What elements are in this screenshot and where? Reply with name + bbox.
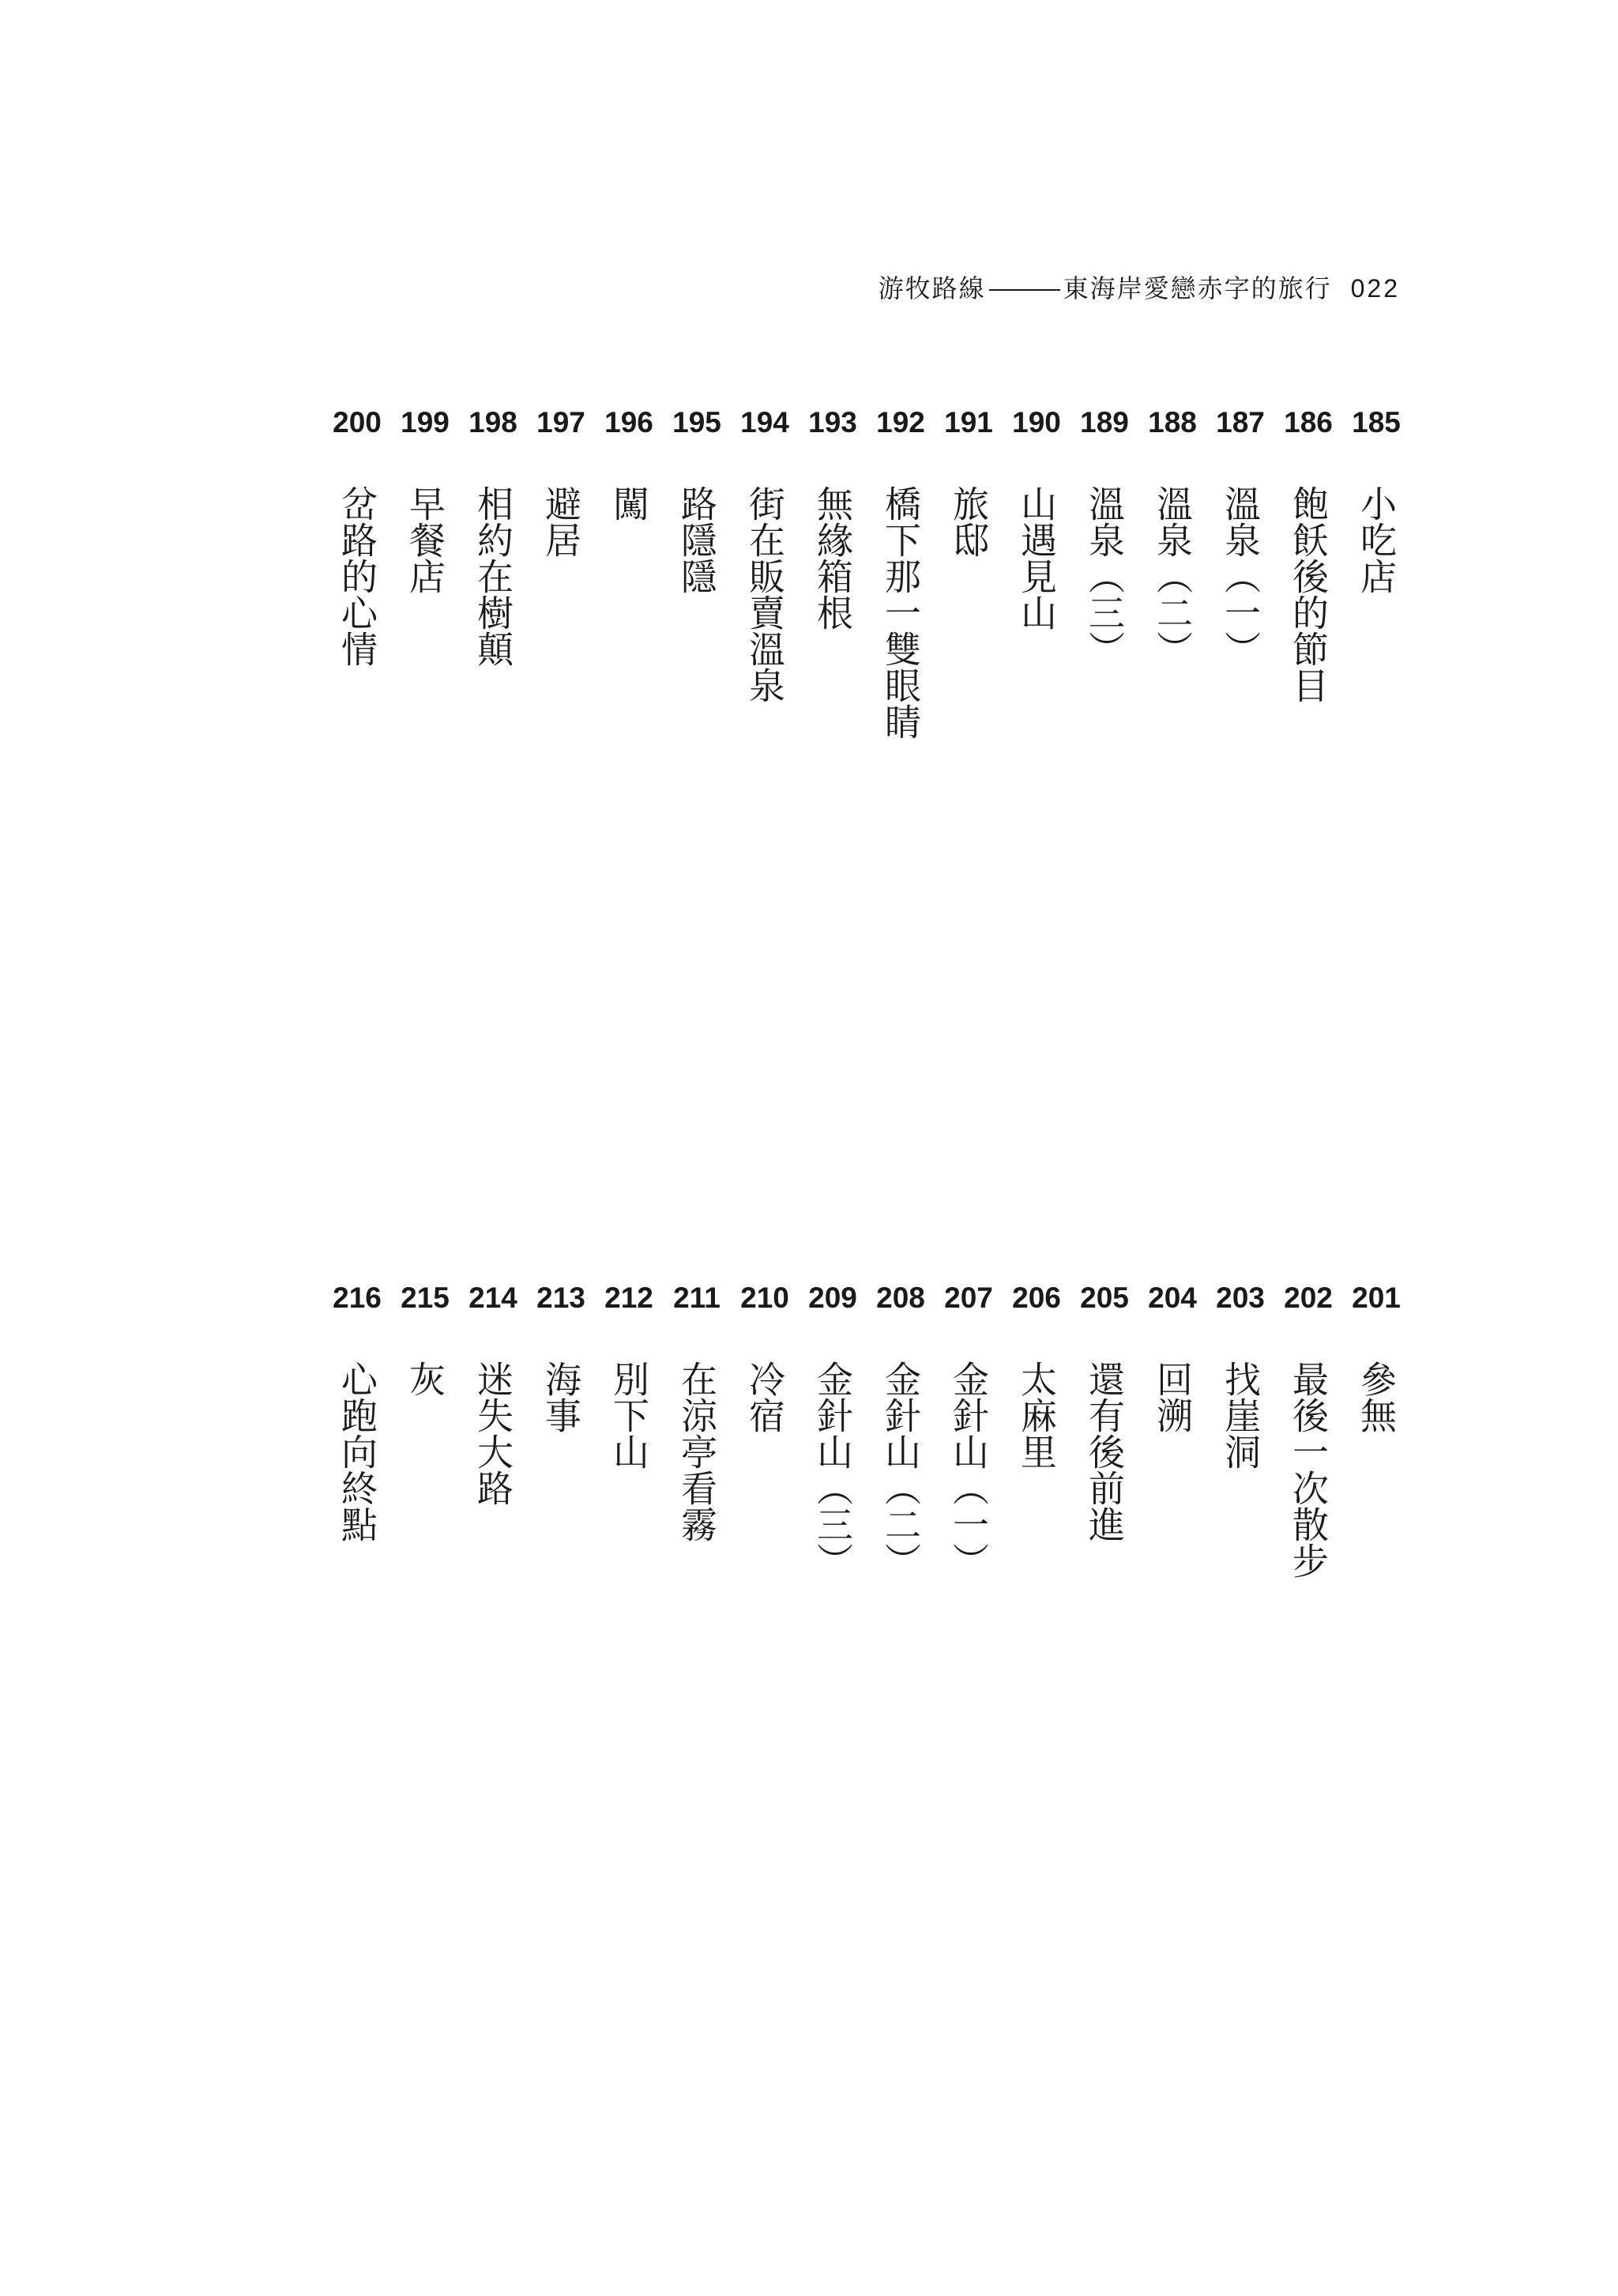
book-subtitle: 東海岸愛戀赤字的旅行 [1063,273,1332,303]
entry-title: 冷宿 [743,1361,786,1433]
toc-entry [672,1280,722,1542]
toc-entry [604,1280,654,1470]
entry-title: 還有後前進 [1083,1361,1126,1542]
toc-entry [1283,1280,1334,1579]
toc-entry [1011,1280,1062,1470]
entry-title: 找崖洞 [1219,1361,1262,1470]
toc-entry [1147,1280,1198,1433]
entry-number: 185 [1352,406,1401,438]
entry-number: 190 [1012,406,1061,438]
entry-number: 209 [808,1282,857,1314]
entry-number: 196 [604,406,653,438]
toc-entry [400,1280,450,1397]
running-header [879,269,1400,305]
entry-title: 迷失大路 [472,1361,514,1506]
entry-title: 飽飫後的節目 [1287,485,1330,703]
toc-entry [1079,1280,1130,1542]
entry-title: 金針山（一） [947,1361,990,1579]
entry-title: 回溯 [1151,1361,1194,1433]
toc-entry [332,1280,382,1542]
entry-title: 溫泉（三） [1083,485,1126,667]
entry-title: 街在販賣溫泉 [743,485,786,703]
header-dash [989,289,1060,291]
entry-title: 避居 [540,485,582,558]
toc-entry [1351,405,1402,594]
entry-title: 金針山（二） [879,1361,922,1579]
entry-number: 211 [673,1282,721,1314]
entry-number: 214 [468,1282,517,1314]
entry-number: 187 [1216,406,1265,438]
entry-number: 202 [1284,1282,1333,1314]
entry-title: 小吃店 [1355,485,1398,594]
entry-title: 在涼亭看霧 [675,1361,718,1542]
entry-number: 212 [604,1282,653,1314]
toc-entry [604,405,654,521]
entry-number: 199 [401,406,450,438]
entry-number: 210 [740,1282,789,1314]
entry-number: 195 [672,406,721,438]
entry-title: 最後一次散步 [1287,1361,1330,1579]
entry-title: 金針山（三） [811,1361,854,1579]
entry-title: 別下山 [608,1361,650,1470]
toc-entry [672,405,722,594]
entry-number: 186 [1284,406,1333,438]
entry-number: 203 [1216,1282,1265,1314]
toc-entry [400,405,450,594]
entry-title: 早餐店 [404,485,446,594]
entry-number: 216 [333,1282,382,1314]
book-title: 游牧路線 [878,273,986,303]
entry-number: 191 [944,406,993,438]
toc-entry [1215,1280,1266,1470]
entry-title: 溫泉（一） [1219,485,1262,667]
toc-entry [1147,405,1198,667]
toc-entry [739,1280,790,1433]
entry-number: 201 [1352,1282,1401,1314]
toc-entry [875,1280,926,1579]
entry-number: 213 [536,1282,585,1314]
toc-entry [1283,405,1334,703]
toc-entry [943,405,994,558]
toc-entry [332,405,382,667]
entry-number: 208 [876,1282,925,1314]
entry-title: 路隱隱 [675,485,718,594]
entry-number: 193 [808,406,857,438]
entry-number: 194 [740,406,789,438]
toc-entry [536,405,586,558]
entry-number: 204 [1148,1282,1197,1314]
entry-number: 207 [944,1282,993,1314]
toc-entry [943,1280,994,1579]
entry-title: 溫泉（二） [1151,485,1194,667]
toc-entry [1351,1280,1402,1433]
entry-title: 參無 [1355,1361,1398,1433]
entry-number: 188 [1148,406,1197,438]
toc-entry [1215,405,1266,667]
entry-title: 旅邸 [947,485,990,558]
entry-number: 206 [1012,1282,1061,1314]
toc-entry [807,1280,858,1579]
toc-entry [468,1280,518,1506]
entry-number: 198 [468,406,517,438]
entry-number: 205 [1080,1282,1129,1314]
toc-entry [536,1280,586,1433]
entry-title: 灰 [404,1361,446,1397]
toc-entry [739,405,790,703]
toc-entry [1079,405,1130,667]
entry-title: 闖 [608,485,650,521]
entry-title: 心跑向終點 [336,1361,378,1542]
entry-title: 海事 [540,1361,582,1433]
entry-title: 太麻里 [1015,1361,1058,1470]
toc-entry [468,405,518,667]
entry-title: 岔路的心情 [336,485,378,667]
entry-number: 197 [536,406,585,438]
toc-entry [1011,405,1062,630]
toc-entry [807,405,858,630]
entry-number: 215 [401,1282,450,1314]
entry-title: 相約在樹顛 [472,485,514,667]
entry-title: 無緣箱根 [811,485,854,630]
entry-number: 189 [1080,406,1129,438]
entry-title: 橋下那一雙眼睛 [879,485,922,740]
entry-title: 山遇見山 [1015,485,1058,630]
entry-number: 192 [876,406,925,438]
toc-entry [875,405,926,740]
page-number: 022 [1350,274,1400,303]
entry-number: 200 [333,406,382,438]
